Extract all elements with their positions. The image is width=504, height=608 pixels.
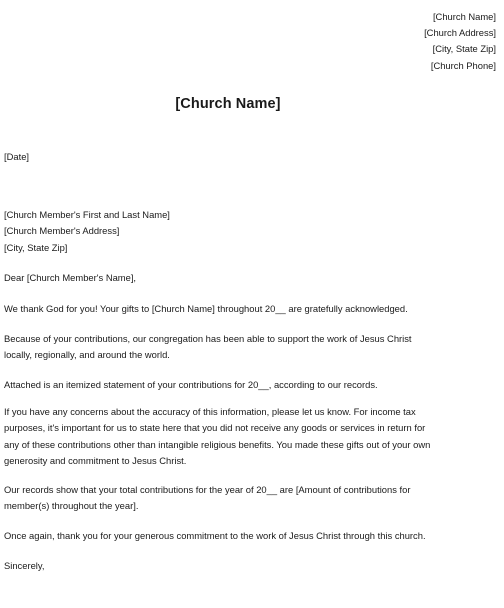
- paragraph-total-contributions: [4, 482, 504, 515]
- paragraph-line: Because of your contributions, our congregation has been able to support the work of Jesus Christ: [4, 333, 412, 344]
- closing: [4, 558, 504, 574]
- return-address-name: [Church Name]: [432, 11, 496, 22]
- paragraph-thanks: [4, 301, 504, 317]
- return-address-street: [Church Address]: [424, 27, 496, 39]
- paragraph-line: Our records show that your total contributions for the year of 20__ are [Amount of contributions for: [4, 484, 411, 495]
- paragraph-line: any of these contributions other than intangible religious benefits. You made these gifts out of your own: [4, 438, 431, 450]
- recipient-name: [Church Member's First and Last Name]: [4, 209, 170, 220]
- closing-text: Sincerely,: [4, 560, 45, 571]
- return-address-city: [City, State Zip]: [432, 43, 496, 55]
- church-name-heading: [Church Name]: [175, 96, 281, 112]
- paragraph-line: If you have any concerns about the accuracy of this information, please let us know. For income tax: [4, 406, 416, 417]
- paragraph-thank-you-again: [4, 528, 504, 544]
- paragraph-contributions: [4, 331, 504, 364]
- letter-date: [4, 149, 504, 165]
- date-text: [Date]: [4, 151, 30, 162]
- salutation-text: Dear [Church Member's Name],: [4, 272, 137, 283]
- return-address-phone: [Church Phone]: [430, 59, 496, 71]
- paragraph-line: locally, regionally, and around the world.: [4, 349, 170, 361]
- paragraph-line: purposes, it's important for us to state here that you did not receive any goods or services in return for: [4, 422, 426, 434]
- paragraph-concerns: [4, 404, 504, 469]
- paragraph-line: member(s) throughout the year].: [4, 500, 139, 512]
- paragraph-line: We thank God for you! Your gifts to [Church Name] throughout 20__ are gratefully acknowledged.: [4, 303, 408, 314]
- paragraph-line: Attached is an itemized statement of your contributions for 20__, according to our records.: [4, 379, 378, 390]
- salutation: [4, 270, 504, 286]
- paragraph-attached-statement: [4, 377, 504, 393]
- church-return-address: [356, 9, 496, 74]
- recipient-address: [4, 207, 504, 256]
- recipient-street: [Church Member's Address]: [4, 225, 120, 237]
- recipient-city: [City, State Zip]: [4, 241, 68, 253]
- paragraph-line: generosity and commitment to Jesus Christ.: [4, 454, 187, 466]
- paragraph-line: Once again, thank you for your generous commitment to the work of Jesus Christ through this church.: [4, 530, 426, 541]
